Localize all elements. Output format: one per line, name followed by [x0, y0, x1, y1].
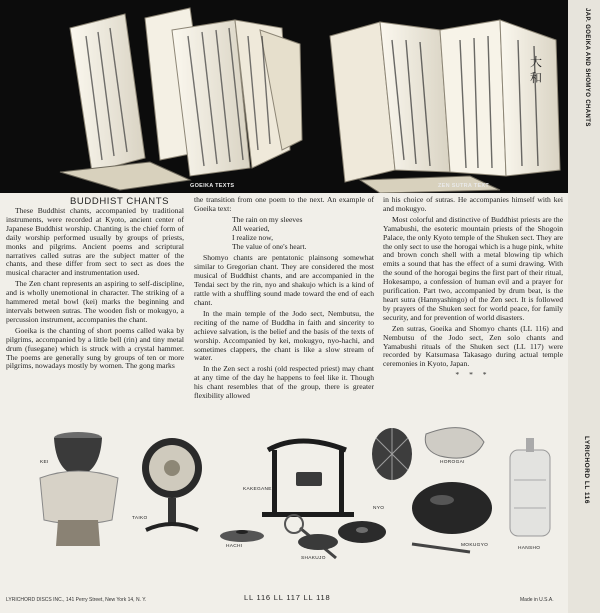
- goeika-caption: GOEIKA TEXTS: [190, 183, 235, 189]
- svg-text:大: 大: [530, 55, 543, 69]
- paragraph: in his choice of sutras. He accompanies himself with kei and mokugyo.: [383, 195, 563, 213]
- paragraph: In the Zen sect a roshi (old respected priest) may chant at any time of the day he happens to feel like it. Though his chant resembles that of the group, there is greater flexibility allowed: [194, 364, 374, 401]
- footer-catalog-numbers: LL 116 LL 117 LL 118: [244, 593, 331, 602]
- paragraph: Zen sutras, Goeika and Shomyo chants (LL 116) and Nembutsu of the Jodo sect, Zen solo chants and Yamabushi rituals of the Shuken sect (LL 117) were recorded by Katsumasa Takasago during actual temple ceremonies in Kyoto, Japan.: [383, 323, 563, 369]
- label-nyo: NYO: [373, 506, 385, 511]
- spine-catalog: LYRICHORD LL 116: [583, 436, 590, 504]
- kakegane-gong: [262, 441, 354, 517]
- svg-text:和: 和: [530, 71, 543, 85]
- taiko-drum: [142, 438, 202, 530]
- article-column-2: [194, 196, 374, 403]
- hansho-bell: [510, 438, 550, 536]
- netted-conch: [372, 428, 412, 480]
- label-shakujo: SHAKUJO: [301, 556, 326, 561]
- zen-sutra-caption: ZEN SUTRA TEXT: [438, 183, 490, 189]
- label-kakegane: KAKEGANE: [243, 487, 272, 492]
- section-stars: * * *: [455, 370, 491, 380]
- goeika-poem: [232, 216, 374, 252]
- label-kei: KEI: [40, 460, 49, 465]
- label-hansho: HANSHO: [518, 546, 541, 551]
- nyo-cymbals: [298, 521, 386, 550]
- poem-line: The value of one's heart.: [232, 241, 307, 251]
- article-column-1: [6, 207, 184, 373]
- instruments-photo: [0, 420, 568, 580]
- paragraph: the transition from one poem to the next. An example of Goeika text:: [194, 195, 374, 213]
- label-mokugyo: MOKUGYO: [461, 543, 489, 548]
- paragraph: In the main temple of the Jodo sect, Nembutsu, the reciting of the name of Buddha in faith and sincerity to achieve salvation, is the belief and the basis of the texts of worship. Accompanied by kei, mokugyo, nyo-hachi, and sometimes clappers, the chant is like a slow stream of water.: [194, 308, 374, 363]
- poem-line: All wearied,: [232, 223, 270, 233]
- mokugyo-fish: [412, 482, 492, 552]
- sutra-books-photo: [0, 0, 568, 193]
- poem-line: I realize now,: [232, 232, 274, 242]
- footer-publisher: LYRICHORD DISCS INC., 141 Perry Street, New York 14, N. Y.: [6, 597, 147, 603]
- paragraph: These Buddhist chants, accompanied by traditional instruments, were recorded at Kyoto, ancient center of Japanese Buddhist worship. Chanting is the chief form of daily worship performed usually by groups of priests, monks and pilgrims. Ancient poems and scriptural narratives called sutras are the subject matter of the chants, and these differ from sect to sect as does the musical character and instrumentation used.: [6, 206, 184, 278]
- paragraph: The Zen chant represents an aspiring to self-discipline, and is wholly unemotional in character. The striking of a hammered metal bowl (kei) marks the beginning and intervals between sutras. The wooden fish or mokugyo, a percussion instrument, accompanies the chant.: [6, 279, 184, 324]
- poem-line: The rain on my sleeves: [232, 214, 303, 224]
- zen-sutra-book: [330, 20, 560, 193]
- hachi-cymbals: [220, 530, 264, 542]
- label-horogai: HOROGAI: [440, 460, 465, 465]
- horogai-conch: [425, 428, 484, 459]
- goeika-book: [60, 8, 302, 190]
- paragraph: Shomyo chants are pentatonic plainsong somewhat similar to Gregorian chant. They are considered the most musical of Buddhist chants, and are accompanied in the Tendai sect by the rin, nyo and shakujo which is a kind of rattle with a shuffling sound made toward the end of each chant.: [194, 253, 374, 307]
- spine-title: JAP. GOEIKA AND SHOMYO CHANTS: [584, 8, 590, 127]
- article-column-3: [383, 196, 563, 380]
- label-hachi: HACHI: [226, 544, 243, 549]
- kei-bowl: [40, 432, 118, 546]
- paragraph: Goeika is the chanting of short poems called waka by pilgrims, accompanied by a little bell (rin) and tiny metal drum (fusegane) which is struck with a crystal hammer. The poems are generally sung by groups of ten or more pilgrims, nowadays mostly by women. The gong marks: [6, 325, 184, 371]
- photo-band: [0, 0, 568, 193]
- article-heading: BUDDHIST CHANTS: [70, 196, 170, 207]
- paragraph: Most colorful and distinctive of Buddhist priests are the Yamabushi, the esoteric mountain priests of the Shogoin Palace, the only Kyoto temple of the Shuken sect. They are the only sect to use the horogai which is a huge pink, white and brown conch shell with a metal blowing tip which emits a sound that has the effect of a sumi drawing. With the sound of the horogai begins the first part of their ritual, Hokesampo, a confession of human evil and a prayer for purification. Part two, accompanied by drum beat, is the heart sutra (Hannyashingo) of the Zen sect. It is followed by prayers of the Shuken sect for world peace, for family security, and for prevention of world disasters.: [383, 214, 563, 322]
- label-taiko: TAIKO: [132, 516, 148, 521]
- footer-made-in: Made in U.S.A.: [520, 597, 554, 603]
